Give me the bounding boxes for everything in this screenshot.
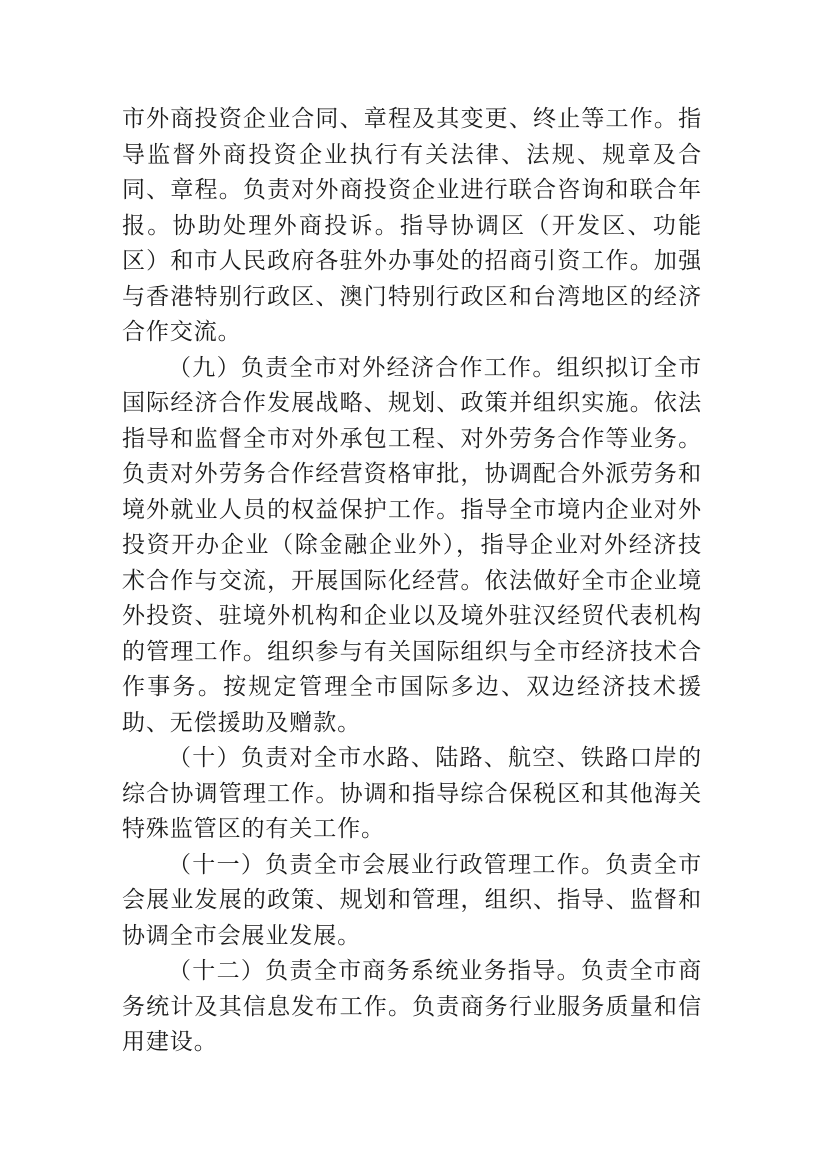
paragraph-item-10: （十）负责对全市水路、陆路、航空、铁路口岸的综合协调管理工作。协调和指导综合保税区和其他海关特殊监管区的有关工作。 [122, 745, 702, 842]
document-body [122, 102, 702, 1061]
paragraph-continuation: 市外商投资企业合同、章程及其变更、终止等工作。指导监督外商投资企业执行有关法律、法规、规章及合同、章程。负责对外商投资企业进行联合咨询和联合年报。协助处理外商投诉。指导协调区（开发区、功能区）和市人民政府各驻外办事处的招商引资工作。加强与香港特别行政区、澳门特别行政区和台湾地区的经济合作交流。 [122, 106, 702, 345]
paragraph-item-12: （十二）负责全市商务系统业务指导。负责全市商务统计及其信息发布工作。负责商务行业服务质量和信用建设。 [122, 958, 702, 1055]
paragraph-item-9: （九）负责全市对外经济合作工作。组织拟订全市国际经济合作发展战略、规划、政策并组织实施。依法指导和监督全市对外承包工程、对外劳务合作等业务。负责对外劳务合作经营资格审批，协调配合外派劳务和境外就业人员的权益保护工作。指导全市境内企业对外投资开办企业（除金融企业外），指导企业对外经济技术合作与交流，开展国际化经营。依法做好全市企业境外投资、驻境外机构和企业以及境外驻汉经贸代表机构的管理工作。组织参与有关国际组织与全市经济技术合作事务。按规定管理全市国际多边、双边经济技术援助、无偿援助及赠款。 [122, 354, 702, 736]
paragraph-item-11: （十一）负责全市会展业行政管理工作。负责全市会展业发展的政策、规划和管理，组织、指导、监督和协调全市会展业发展。 [122, 851, 702, 949]
